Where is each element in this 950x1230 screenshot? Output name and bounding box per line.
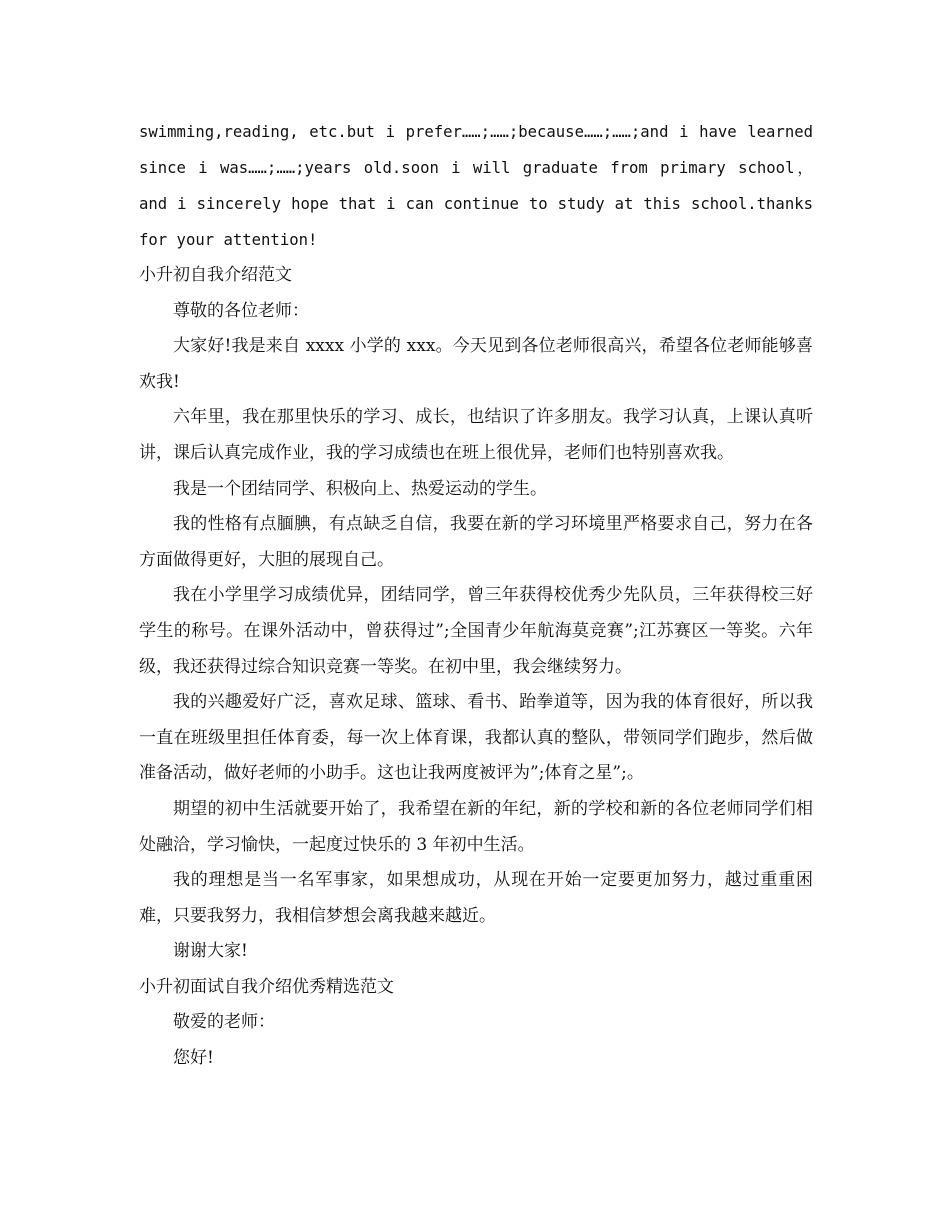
salutation: 尊敬的各位老师： xyxy=(173,300,309,321)
section-title: 小升初面试自我介绍优秀精选范文 xyxy=(139,976,394,997)
paragraph: 我是一个团结同学、积极向上、热爱运动的学生。 xyxy=(173,478,547,499)
paragraph: 大家好!我是来自 xxxx 小学的 xxx。今天见到各位老师很高兴，希望各位老师能够喜欢我! xyxy=(139,336,813,392)
paragraph: 我在小学里学习成绩优异，团结同学，曾三年获得校优秀少先队员，三年获得校三好学生的称号。在课外活动中，曾获得过”;全国青少年航海莫竞赛”;江苏赛区一等奖。六年级，我还获得过综合知识竞赛一等奖。在初中里，我会继续努力。 xyxy=(139,585,813,677)
paragraph: 我的理想是当一名军事家，如果想成功，从现在开始一定要更加努力，越过重重困难，只要我努力，我相信梦想会离我越来越近。 xyxy=(139,870,813,926)
paragraph: 六年里，我在那里快乐的学习、成长，也结识了许多朋友。我学习认真，上课认真听讲，课后认真完成作业，我的学习成绩也在班上很优异，老师们也特别喜欢我。 xyxy=(139,407,813,463)
salutation: 敬爱的老师： xyxy=(173,1012,275,1033)
paragraph: 我的兴趣爱好广泛，喜欢足球、篮球、看书、跆拳道等，因为我的体育很好，所以我一直在班级里担任体育委，每一次上体育课，我都认真的整队，带领同学们跑步，然后做准备活动，做好老师的小助手。这也让我两度被评为”;体育之星”;。 xyxy=(139,692,813,784)
section-title: 小升初自我介绍范文 xyxy=(139,265,292,285)
document-body xyxy=(139,114,813,1077)
closing-line: 谢谢大家! xyxy=(173,941,248,962)
paragraph: 我的性格有点腼腆，有点缺乏自信，我要在新的学习环境里严格要求自己，努力在各方面做得更好，大胆的展现自己。 xyxy=(139,514,813,570)
greeting-line: 您好! xyxy=(173,1048,214,1069)
paragraph: 期望的初中生活就要开始了，我希望在新的年纪，新的学校和新的各位老师同学们相处融洽，学习愉快，一起度过快乐的 3 年初中生活。 xyxy=(139,798,813,855)
english-intro-paragraph: swimming,reading, etc.but i prefer……;……;because……;……;and i have learned since i was……;……;years old.soon i will graduate from primary school， and i sincerely hope that i can continue to study at this school.thanks for your attention! xyxy=(139,123,813,249)
